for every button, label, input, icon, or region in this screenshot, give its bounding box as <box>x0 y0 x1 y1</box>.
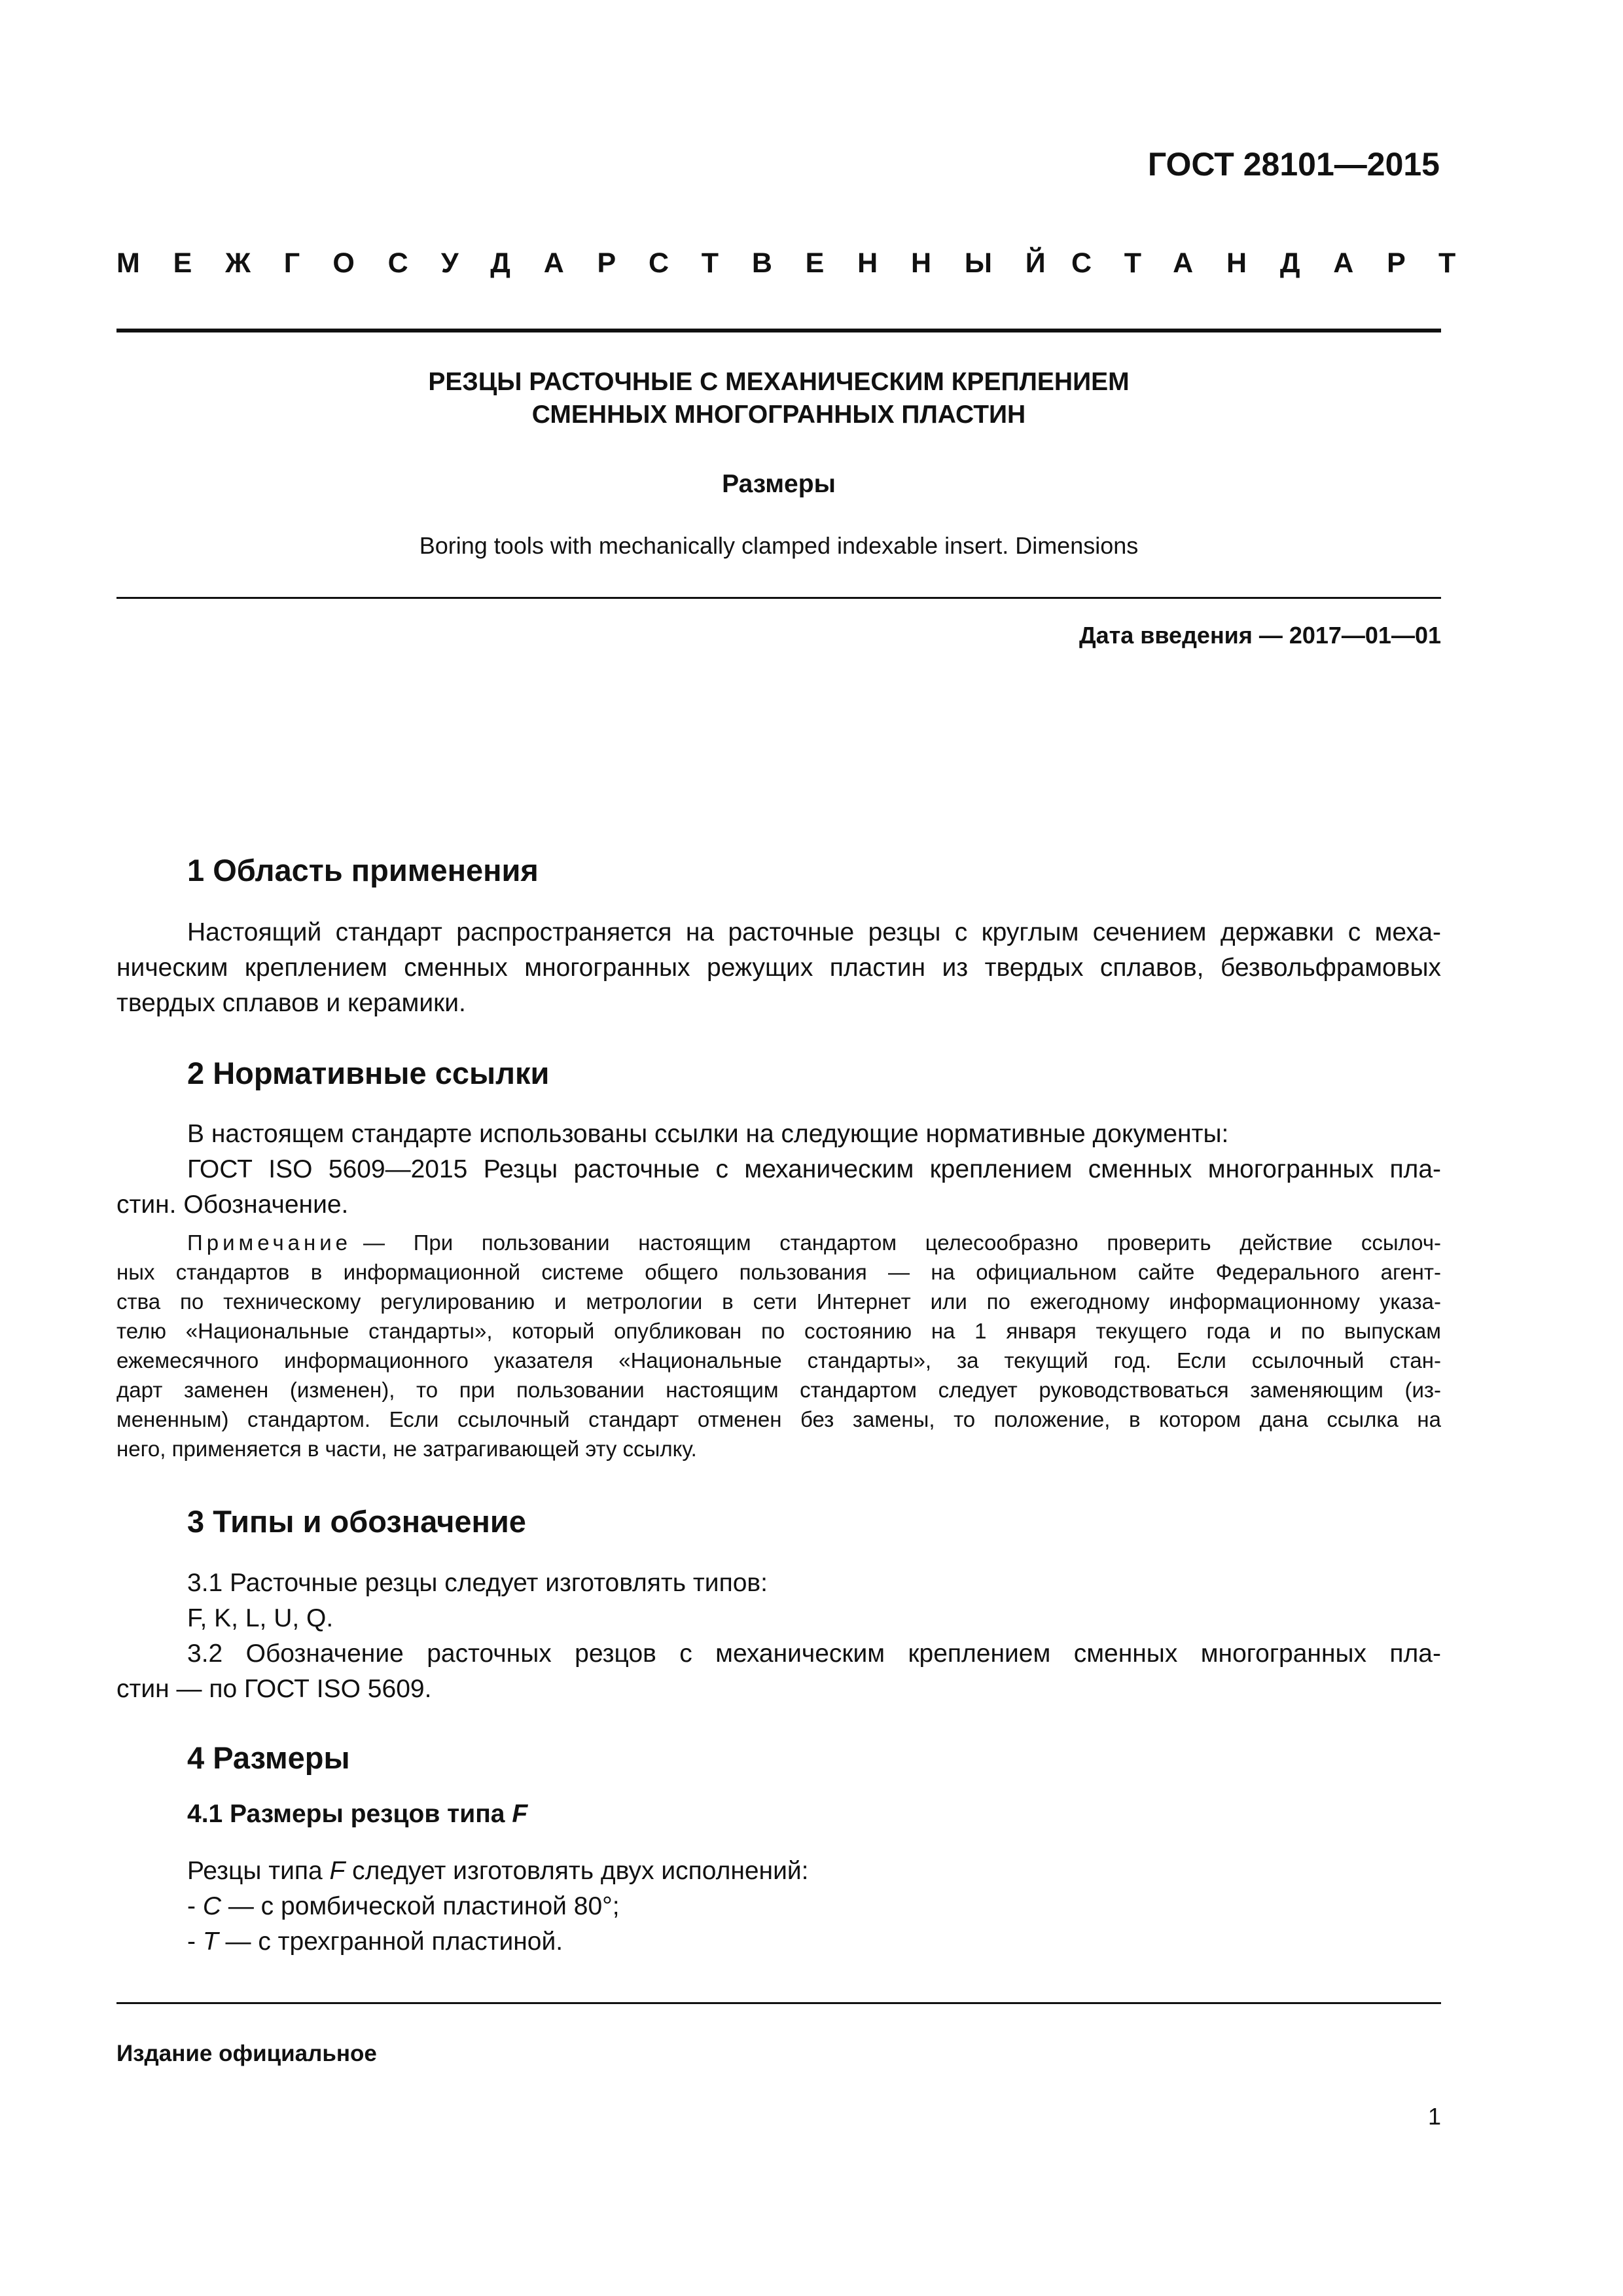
text-fragment: следует изготовлять двух исполнений: <box>345 1857 809 1885</box>
interstate-word: МЕЖГОСУДАРСТВЕННЫЙ <box>116 247 1079 279</box>
section-2-text-line: В настоящем стандарте использованы ссылки на следующие нормативные документы: <box>187 1120 1229 1148</box>
section-1-heading: 1 Область применения <box>187 853 539 888</box>
variant-list-item <box>187 1889 1441 1924</box>
standard-word: СТАНДАРТ <box>1071 247 1489 279</box>
text-fragment: Резцы типа <box>187 1857 330 1885</box>
note-text-line: телю «Национальные стандарты», который опубликован по состоянию на 1 января текущего года и по выпускам <box>116 1319 1441 1343</box>
type-variable: F <box>512 1800 528 1828</box>
section-3-text-line: стин — по ГОСТ ISO 5609. <box>116 1675 432 1703</box>
document-code: ГОСТ 28101—2015 <box>1147 146 1440 183</box>
type-variable: F <box>329 1857 346 1885</box>
note-text-line: ных стандартов в информационной системе общего пользования — на официальном сайте Федерального агент- <box>116 1260 1441 1284</box>
document-title-line-2: СМЕННЫХ МНОГОГРАННЫХ ПЛАСТИН <box>531 401 1026 429</box>
text-fragment: — с ромбической пластиной 80°; <box>221 1892 620 1920</box>
section-1-text-line: ническим креплением сменных многогранных режущих пластин из твердых сплавов, безвольфрамовых <box>116 954 1441 982</box>
section-3-heading: 3 Типы и обозначение <box>187 1504 526 1539</box>
text-fragment: — с трехгранной пластиной. <box>218 1928 563 1956</box>
note-text-line: — При пользовании настоящим стандартом целесообразно проверить действие ссылоч- <box>363 1230 1441 1255</box>
section-1-text-line: твердых сплавов и керамики. <box>116 989 466 1017</box>
note-text-line: дарт заменен (изменен), то при пользовании настоящим стандартом следует руководствоваться заменяющим (из- <box>116 1378 1441 1402</box>
official-edition-label: Издание официальное <box>116 2041 377 2066</box>
section-3-text-line: 3.1 Расточные резцы следует изготовлять типов: <box>187 1569 768 1597</box>
interstate-standard-banner <box>116 247 1489 279</box>
note-text-line: ства по техническому регулированию и метрологии в сети Интернет или по ежегодному информационному указа- <box>116 1289 1441 1314</box>
title-rule <box>116 597 1441 599</box>
note-text-line: ежемесячного информационного указателя «Национальные стандарты», за текущий год. Если ссылочный стан- <box>116 1348 1441 1372</box>
section-2-text-line: стин. Обозначение. <box>116 1191 349 1219</box>
section-1-text-line: Настоящий стандарт распространяется на расточные резцы с круглым сечением державки с меха- <box>187 918 1441 946</box>
introduction-date: Дата введения — 2017—01—01 <box>1079 622 1441 649</box>
document-subtitle: Размеры <box>722 470 836 498</box>
variant-variable: C <box>202 1892 221 1920</box>
section-2-text-line: ГОСТ ISO 5609—2015 Резцы расточные с механическим креплением сменных многогранных пла- <box>187 1155 1441 1183</box>
variant-variable: T <box>202 1928 219 1956</box>
note-text-line: мененным) стандартом. Если ссылочный стандарт отменен без замены, то положение, в котором дана ссылка на <box>116 1407 1441 1431</box>
header-rule <box>116 329 1441 332</box>
note-label: Примечание <box>187 1230 352 1255</box>
section-3-text-line: F, K, L, U, Q. <box>187 1604 334 1632</box>
text-fragment: - <box>187 1928 203 1956</box>
section-2-heading: 2 Нормативные ссылки <box>187 1056 550 1090</box>
note-text-line: него, применяется в части, не затрагивающей эту ссылку. <box>116 1437 697 1461</box>
english-title: Boring tools with mechanically clamped indexable insert. Dimensions <box>419 532 1139 559</box>
section-3-text-line: 3.2 Обозначение расточных резцов с механическим креплением сменных многогранных пла- <box>187 1640 1441 1668</box>
variant-list-item <box>187 1924 1441 1960</box>
section-4-heading: 4 Размеры <box>187 1740 350 1775</box>
page-number: 1 <box>1427 2103 1441 2130</box>
subsection-4-1-heading <box>187 1800 527 1829</box>
text-fragment: - <box>187 1892 203 1920</box>
document-title-line-1: РЕЗЦЫ РАСТОЧНЫЕ С МЕХАНИЧЕСКИМ КРЕПЛЕНИЕМ <box>428 368 1130 396</box>
footer-rule <box>116 2002 1441 2004</box>
section-4-text-line <box>187 1854 1441 1889</box>
subsection-heading-text: 4.1 Размеры резцов типа <box>187 1800 512 1828</box>
note-first-line <box>187 1228 1441 1257</box>
